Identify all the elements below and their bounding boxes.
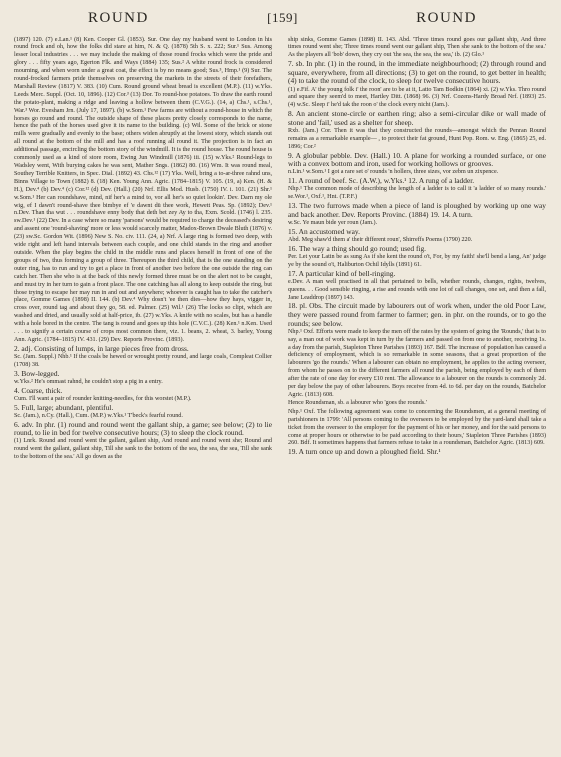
header-right-word: ROUND bbox=[416, 10, 477, 26]
citation-paragraph: Sc. (Jam. Suppl.) Nhb.¹ If the coals be hewed or wrought pretty round, and large coals, Compleat Collier (1708) 38. bbox=[14, 353, 272, 368]
citation-paragraph: e.Dev. A man well practised in all that pertained to bells, whether rounds, changes, rights, twelves, queens. . . Good sensible ringing, a rise and rounds with one lot of call changes, one set, and then a fall, Jane Leaddrop (1897) 143. bbox=[288, 278, 546, 301]
sense-heading: 19. A turn once up and down a ploughed field. Shr.¹ bbox=[288, 447, 441, 457]
citation-paragraph: ship sinks, Gomme Games (1898) II. 143. Abd. 'Three times round goes our gallant ship, And three times round went she; Three times round went our gallant ship, Then she sank to the bottom of the sea.' As the players all 'bob' down, they cry out 'the sea, the sea, the sea,' ib. (2) Glo.¹ bbox=[288, 36, 546, 59]
citation-paragraph: Hence Roundsman, sb. a labourer who 'goes the rounds.' bbox=[288, 400, 427, 407]
citation-paragraph: Per. Let your Latin be as sung As if she kent the round o't, For, by my faith! she'll bend a lang, An' judge ye by the sound o't, Haliburton Ochil Idylls (1891) 61. bbox=[288, 253, 546, 268]
citation-paragraph: w.Yks.² He's ommast rahnd, he couldn't stop a pig in a entry. bbox=[14, 378, 163, 385]
sense-heading: 6. adv. In phr. (1) round and round went the gallant ship, a game; see below; (2) to lie round, to lie in bed for twelve consecutive hours; (3) to sleep the clock round. bbox=[14, 419, 272, 438]
citation-paragraph: Abd. Meg shaw'd them a' their different roun', Shirreffs Poems (1790) 220. bbox=[288, 236, 473, 243]
citation-paragraph: (1) Lnrk. Round and round went the gallant, gallant ship, And round and round went she; Round and round went the gallant, gallant ship, Till she sank to the bottom of the sea, the sea, the sea, Till she sank to the bottom of the sea.' All go down as the bbox=[14, 438, 272, 461]
header-left-word: ROUND bbox=[88, 10, 149, 26]
right-column bbox=[288, 36, 546, 462]
citation-paragraph: Nhp.¹ Oxf. Efforts were made to keep the men off the rates by the system of going the 'Rounds,' that is to say, a man out of work was kept in turn by the farmers and passed on from one to another, receiving 1s. a day from the parish, Stapleton Three Parishes (1893) 167. Bdf. The increase of population has caused a deficiency of employment, which is so remarkable in some seasons, that a great proportion of the labourers 'go the rounds.' When a labourer can obtain no employment, he applies to the acting overseer, from whom he passes on to the different farmers all round the parish, being employed by each of them after the rate of one day for every £10 rent. The allowance to a labourer on the rounds is commonly 2d. per day below the pay of other labourers. Boys receive from 4d. to 6d. per day on the rounds, Batchelor Agric. (1813) 608. bbox=[288, 328, 546, 398]
sense-heading: 15. An accustomed way. bbox=[288, 226, 360, 236]
text-columns bbox=[14, 36, 547, 462]
citation-paragraph: Cum. I'll want a pair of rounder knitting-needles, for this worstet (M.P.). bbox=[14, 395, 192, 402]
sense-heading: 13. The two furrows made when a piece of land is ploughed by working up one way and back another. Dev. Reports Provinc. (1884) 19. 14. A turn. bbox=[288, 201, 546, 219]
sense-heading: 11. A round of beef. Sc. (A.W.), w.Yks.¹ 12. A rung of a ladder. bbox=[288, 176, 475, 186]
sense-heading: 8. An ancient stone-circle or earthen ring; also a semi-circular dike or wall made of stone and 'fail,' used as a shelter for sheep. bbox=[288, 109, 546, 127]
citation-paragraph: Sc. (Jam.), n.Cy. (Hall.), Cum. (M.P.) w.Yks.¹ T'beck's fearful round. bbox=[14, 412, 183, 419]
citation-paragraph: (1) e.Fif. A' the young folk i' the roon' are to be at it, Latto Tam Bodkin (1864) xi. (2) w.Yks. Thro round and square they seem'd to meet, Hartley Ditt. (1868) 96. (3) Nrf. Cozens-Hardy Broad Nrf. (1893) 25. (4) w.Sc. Sleep i' he'd tak the roon o' the clock every nicht (Jam.). bbox=[288, 86, 546, 109]
citation-paragraph: (1897) 120. (7) e.Lan.¹ (8) Ken. Cooper Gl. (1853). Sur. One day my husband went to London in his round frock and oh, how the folks did stare at him, N. & Q. (1878) 5th S. x. 222; Sur.¹ Sus. Among lesser local industries . . . we may include the making of those round frocks which were the pride and glory . . . fifty years ago, Egerton Flk. and Ways (1884) 135; Sus.² A white round frock is considered mourning, and when worn under a great coat, the effect is by no means good; Sus.³, Hmp.¹ (9) Sur. The round-frocked farmers pride themselves on preserving the markets in the streets of their forefathers, Marshall Review (1817) V. 383. (10) Cum. Round ground wheat bread is excellent (M.P.). (11) w.Yks. Leeds Merc. Suppl. (Oct. 10, 1896). (12) Cor.³ (13) Dor. To round-hoe potatoes. To draw the earth round the potato-plant, making a ridge and leaving a hollow between them (C.V.G.). (14, a) Chs.¹, s.Chs.¹, War.³ Wor. Evesham Jrn. (July 17, 1897). (b) w.Som.¹ Few farms are without a round-house in which the horses go round and round. The outside shape of these places pretty closely corresponds to the name, hence the path of the horses used give it its name to the building. (c) Wil. Some of the brick or stone mills were gradually and evenly to the base; others widen abruptly at the lowest story, which stands out all round at the bottom of the mill and has a roof running all round it. The projection is in fact an additional passage, encircling the bottom story of the windmill. It is the round house. The round house is commonly used as a kind of store room, Ewing Jun Windmill (1876) iii. (15) w.Yks.² Round-legs to Wadsley went, With burying cakes he was sent, Mather Sngs. (1862) 80. (16) Wm. It was round meal, Southey Terrible Knitters, in Spec. Dial. (1892) 43. Chs.¹² (17) Yks. Well, bring a to-ar-three rahnd uns, Binns Village to Town (1882) 8. (18) Ken. Young Ann. Agric. (1784–1815) V. 105. (19, a) Ken. (H. & H.), Dev.⁴ (b) Dev.⁴ (c) Cor.¹² (d) Dev. (Hall.) (20) Nrf. Ellis Mod. Husb. (1750) IV. i. 101. (21) Shr.¹ w.Som.¹ Her can roundshave, mind, nif her's a mind to, vor all her's so quiet lookin'. Dev. Darn my ole wig, ef I dawn't round-shave thee bimbye ef 'e dawnt dü thee work, Hewett Peas. Sp. (1892); Dev.¹ n.Dev. Than tha wut . . . roundshave enny body that deth bet zey Ay to tha, Exm. Scold. (1746) l. 235. sw.Dev.¹ (22) Dev. In a case where so many 'parsons' would be required to charge the deceased's desiring and assent one 'round-shaving' more or less would scarcely matter, Madox-Brown Dwale Bluth (1876) v. (23) sw.Sc. Gordon Wit. (1896) New S. No. civ. 111. (24, a) Nrf. A large ring is formed two deep, with wide right and left hand intervals between each couple, and one child stands in the ring and another outside. When the play begins the child in the middle runs and places herself in front of one of the groups of two, thus forming a group of three. Thereupon the third child, that is the one standing on the outer ring, has to run and try to get a place in front of another two before the one outside the ring can catch her. Then she who is at the back of this newly formed three must be on the alert not to be caught, and must try in her turn to gain a front place. The one catching has all along to keep outside the ring, but those trying to escape her may run in and out and anywhere; whoever is caught has to take the catcher's place, Gomme Games (1898) II. 144. (b) Dev.⁴ Why dosn't 'ee then dies—how they hays, vigger in, cross over, round tag and about they go, 58. ed. Palmer. (25) Wil.¹ (26) The locks so clipt, which are washed and dried, and usually sold at half-price, ib. (27) w.Yks. A knife with no scales, but has a handle with a hole bored in the centre. The tang is round and goes up this hole (C.V.C.). (28) Ken.¹ n.Ken. Used . . . to signify a certain course of crops most common there, viz. 1. beans, 2. wheat, 3. barley, Young Ann. Agric. (1784–1815) IV. 431. (29) Dev. Reports Provinc. (1893). bbox=[14, 36, 272, 343]
sense-heading: 16. The way a thing should go round; used fig. bbox=[288, 243, 427, 253]
sense-heading: 7. sb. In phr. (1) in the round, in the immediate neighbourhood; (2) through round and square, everywhere, from all directions; (3) to get on the round, to get better in health; (4) to take the round of the clock, to sleep for twelve consecutive hours. bbox=[288, 59, 546, 86]
citation-paragraph: Nhp.¹ The common mode of describing the length of a ladder is to call it 'a ladder of so many rounds.' se.Wor.¹, Oxf.¹, Hnt. (T.P.F.) bbox=[288, 186, 546, 201]
sense-heading: 5. Full, large; abundant, plentiful. bbox=[14, 402, 114, 412]
left-column bbox=[14, 36, 272, 462]
citation-paragraph: Rxb. (Jam.) Cor. Then it was that they constructed the rounds—amongst which the Penran Round remains as a remarkable example— , to protect their fat ground, Hunt Pop. Rom. w. Eng. (1865) 25, ed. 1896; Cor.² bbox=[288, 127, 546, 150]
sense-heading: 3. Bow-legged. bbox=[14, 368, 60, 378]
citation-paragraph: Nhp.¹ Oxf. The following agreement was come to concerning the Roundsmen, at a general meeting of parishioners in 1799: 'All persons coming to the overseers to be employed by the yard-land shall take a ticket from the overseer to the employer for the payment of his or her money, and for the said persons to come at proper hours or otherwise to be paid according to their hours,' Stapleton Three Parishes (1893) 260. Bdf. It sometimes happens that farmers refuse to take in a roundsman, Batchelor Agric. (1813) 609. bbox=[288, 408, 546, 447]
sense-heading: 2. adj. Consisting of lumps, in large pieces free from dross. bbox=[14, 343, 189, 353]
sense-heading: 9. A globular pebble. Dev. (Hall.) 10. A plane for working a rounded surface, or one with a convex bottom and iron, used for working hollows or grooves. bbox=[288, 150, 546, 169]
sense-heading: 18. pl. Obs. The circuit made by labourers out of work when, under the old Poor Law, they were passed round from farmer to farmer; gen. in phr. on the rounds, or to go the rounds; see below. bbox=[288, 301, 546, 328]
citation-paragraph: n.Lin.¹ w.Som.¹ I got a rare set o' rounds 'n hollers, three sizes, vor zebm un zixpence. bbox=[288, 169, 499, 176]
sense-heading: 4. Coarse, thick. bbox=[14, 385, 63, 395]
citation-paragraph: w.Sc. Ye maun bide yer roun (Jam.). bbox=[288, 219, 378, 226]
sense-heading: 17. A particular kind of bell-ringing. bbox=[288, 268, 396, 278]
running-head bbox=[14, 10, 547, 36]
page-number: [159] bbox=[267, 10, 298, 25]
